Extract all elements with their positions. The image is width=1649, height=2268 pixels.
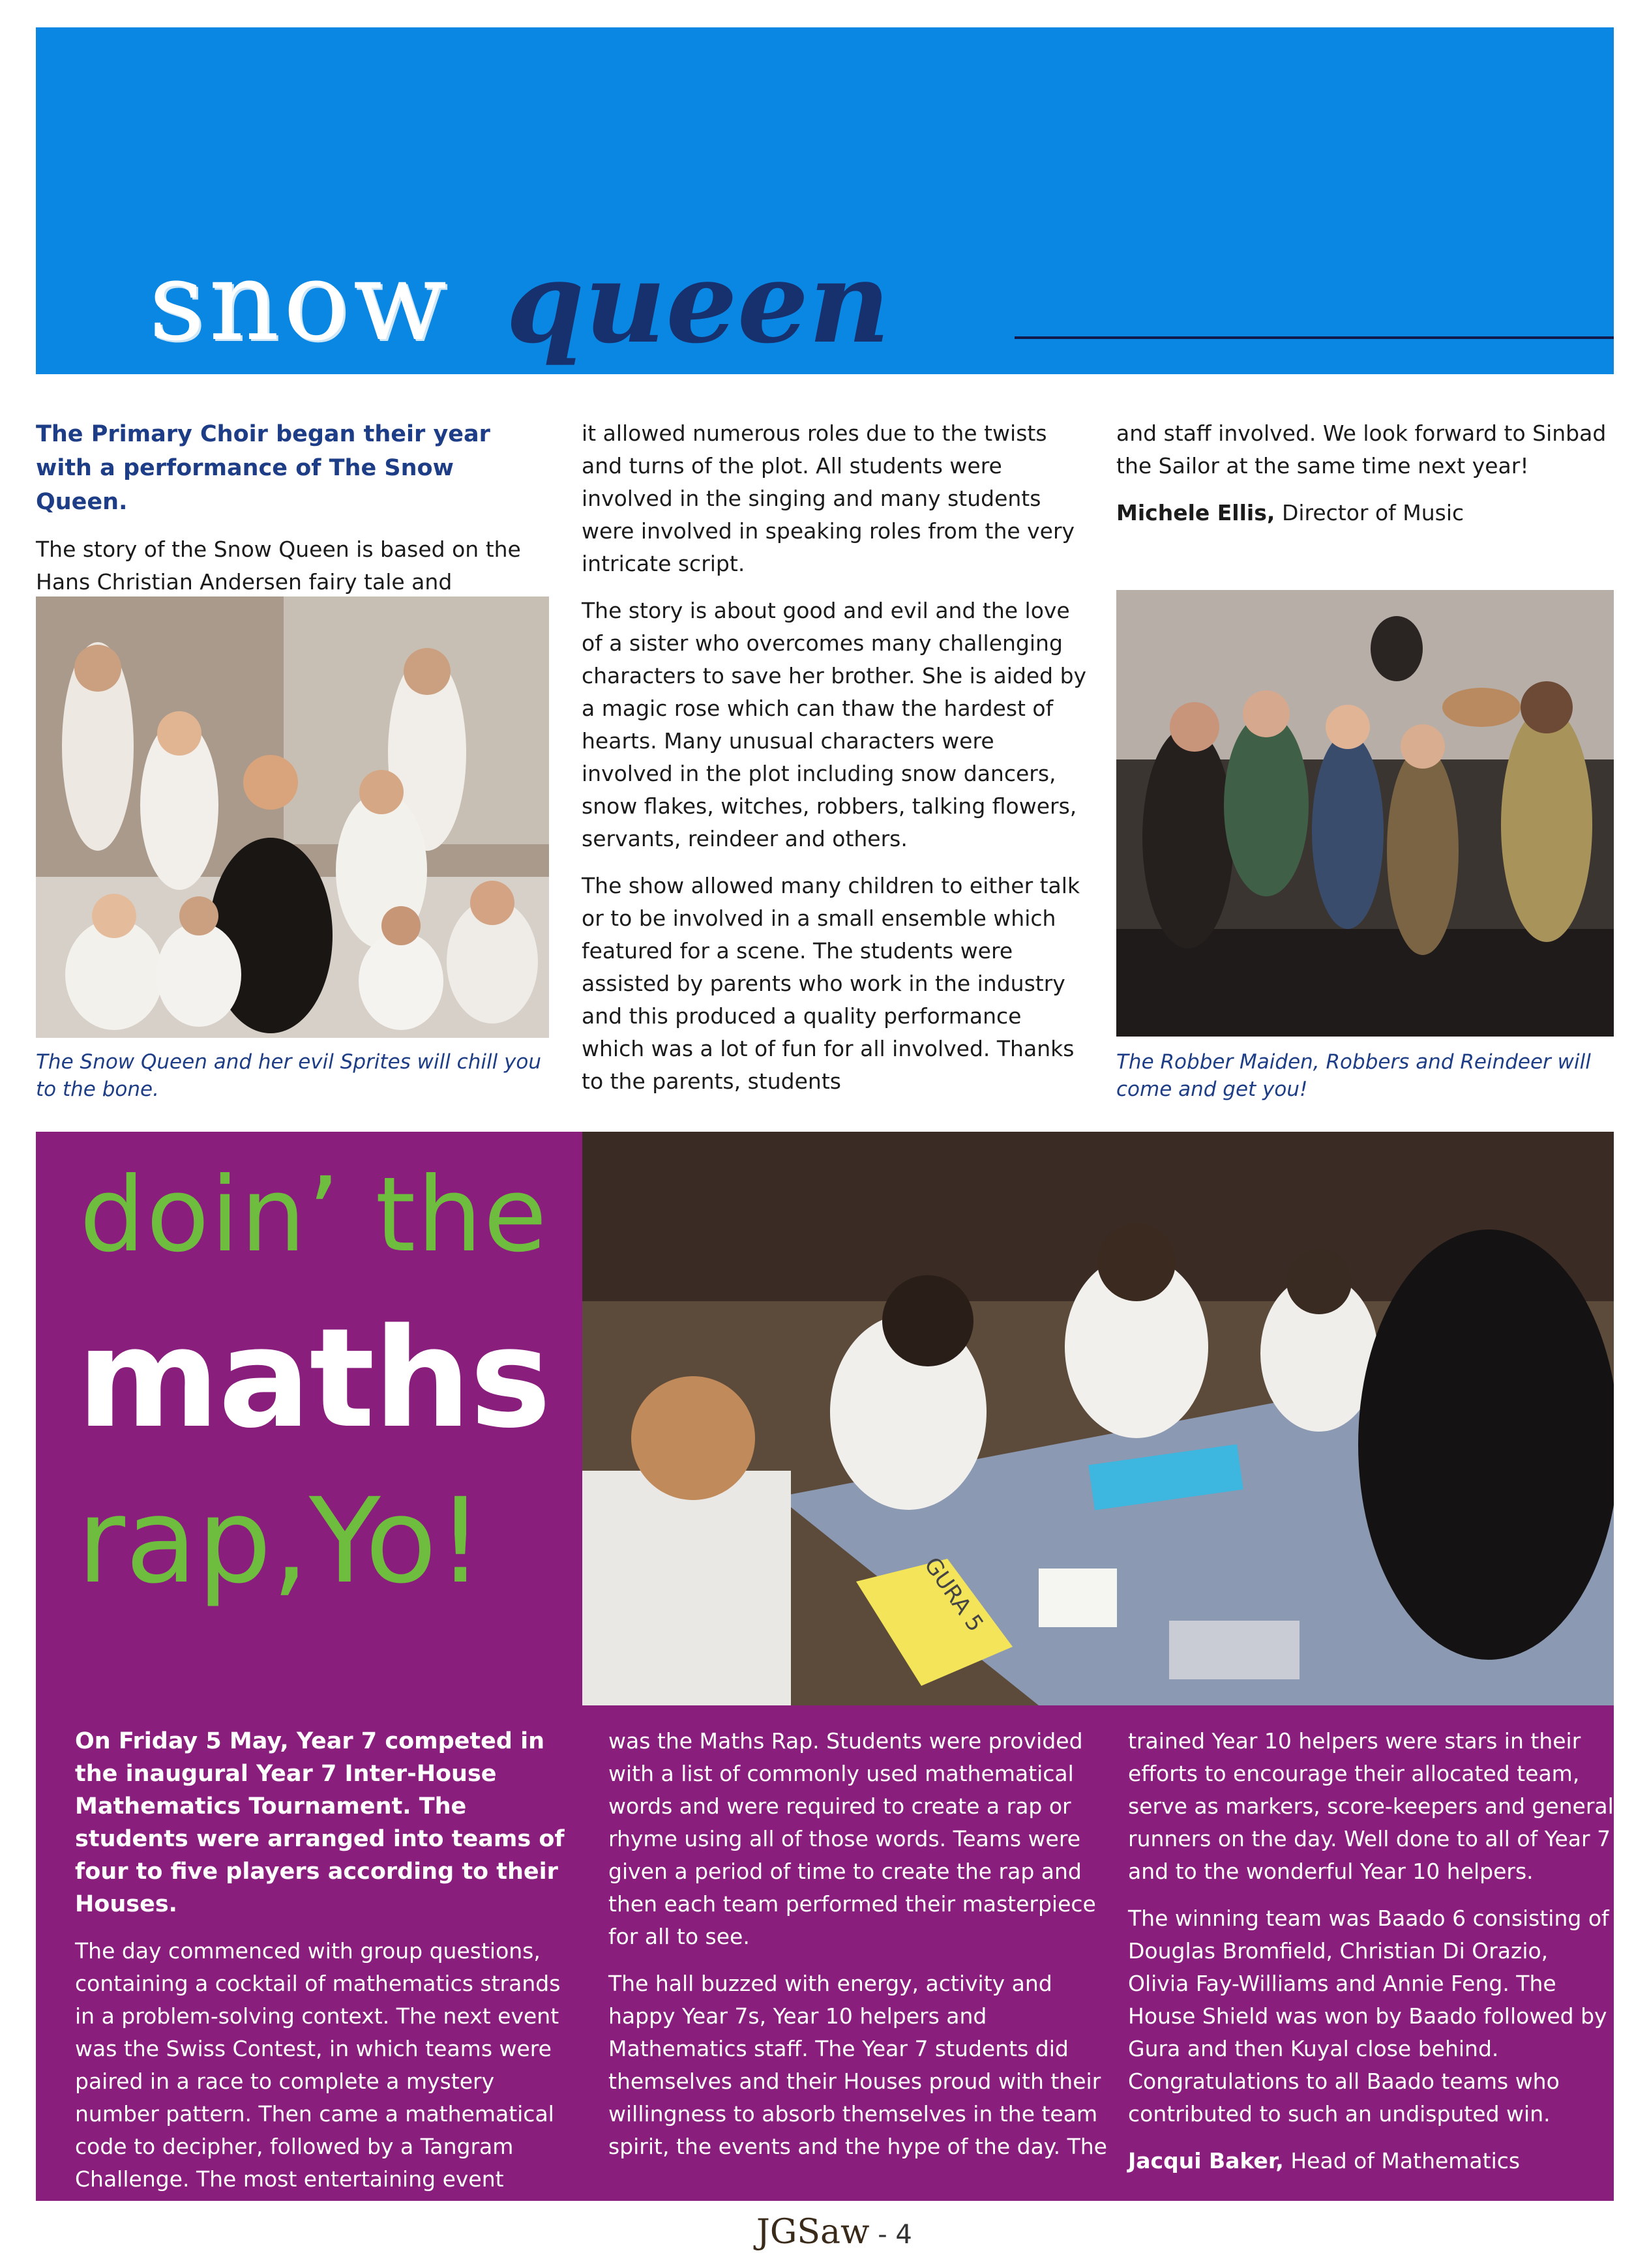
maths-paragraph: The winning team was Baado 6 consisting of Douglas Bromfield, Christian Di Orazio, Olivia Fay-Williams and Annie Feng. The House Shield was won by Baado followed by Gura and then Kuyal close behind. Congratulations to all Baado teams who contributed to such an undisputed win. (1128, 1906, 1609, 2127)
snow-paragraph: it allowed numerous roles due to the twists and turns of the plot. All students were involved in the singing and many students were involved in speaking roles from the very intricate script. (582, 420, 1075, 576)
author-role: Director of Music (1281, 500, 1464, 525)
snow-queen-photo (36, 596, 549, 1038)
snow-column-1 (36, 417, 531, 613)
author-name: Jacqui Baker, (1128, 2148, 1284, 2173)
title-queen: queen (506, 236, 891, 368)
maths-paragraph: The day commenced with group questions, containing a cocktail of mathematics strands in a problem-solving context. The next event was the Swiss Contest, in which teams were paired in a race to complete a mystery number pattern. Then came a mathematical code to decipher, followed by a Tangram Challenge. The most entertaining event (75, 1938, 561, 2192)
title-snow: snow (149, 237, 451, 365)
snow-paragraph: The story of the Snow Queen is based on the Hans Christian Andersen fairy tale and (36, 537, 521, 595)
maths-tournament-photo (582, 1132, 1614, 1705)
snow-caption-right: The Robber Maiden, Robbers and Reindeer will come and get you! (1116, 1050, 1591, 1101)
snow-caption-left: The Snow Queen and her evil Sprites will chill you to the bone. (36, 1050, 542, 1101)
snow-paragraph: and staff involved. We look forward to Sinbad the Sailor at the same time next year! (1116, 420, 1607, 479)
robbers-photo (1116, 590, 1614, 1037)
maths-paragraph: The hall buzzed with energy, activity and happy Year 7s, Year 10 helpers and Mathematics staff. The Year 7 students did themselves and their Houses proud with their willingness to absorb themselves in the team spirit, the events and the hype of the day. The (608, 1971, 1107, 2159)
page-footer (756, 2213, 912, 2252)
maths-paragraph: trained Year 10 helpers were stars in their efforts to encourage their allocated team, serve as markers, score-keepers and general runners on the day. Well done to all of Year 7 and to the wonderful Year 10 helpers. (1128, 1728, 1614, 1884)
author-name: Michele Ellis, (1116, 500, 1275, 525)
gura-card-text: GURA 5 (919, 1552, 989, 1637)
maths-heading-line3: rap,Yo! (77, 1473, 484, 1610)
maths-column-2 (608, 1725, 1110, 2177)
snow-column-2 (582, 417, 1090, 1112)
maths-heading-line2: maths (77, 1299, 550, 1458)
maths-paragraph: was the Maths Rap. Students were provided with a list of commonly used mathematical words and were required to create a rap or rhyme using all of those words. Teams were given a period of time to create the rap and then each team performed their masterpiece for all to see. (608, 1728, 1096, 1949)
maths-lead: On Friday 5 May, Year 7 competed in the inaugural Year 7 Inter-House Mathematics Tournament. The students were arranged into teams of four to five players according to their Houses. (75, 1728, 565, 1917)
maths-signature (1128, 2145, 1614, 2177)
snow-paragraph: The story is about good and evil and the love of a sister who overcomes many challenging characters to save her brother. She is aided by a magic rose which can thaw the hardest of hearts. Many unusual characters were involved in the plot including snow dancers, snow flakes, witches, robbers, talking flowers, servants, reindeer and others. (582, 598, 1087, 851)
author-role: Head of Mathematics (1290, 2148, 1521, 2173)
snow-lead: The Primary Choir began their year with a performance of The Snow Queen. (36, 421, 490, 515)
banner-rule (1015, 336, 1614, 339)
page-number: - 4 (878, 2220, 912, 2250)
maths-column-3 (1128, 1725, 1614, 2192)
snow-signature (1116, 497, 1612, 529)
maths-column-1 (75, 1725, 580, 2210)
magazine-logo: JGSaw (756, 2213, 870, 2252)
snow-paragraph: The show allowed many children to either talk or to be involved in a small ensemble which featured for a scene. The students were assisted by parents who work in the industry and this produced a quality performance which was a lot of fun for all involved. Thanks to the parents, students (582, 873, 1080, 1094)
maths-heading-line1: doin’ the (80, 1155, 548, 1275)
snow-column-3 (1116, 417, 1612, 544)
